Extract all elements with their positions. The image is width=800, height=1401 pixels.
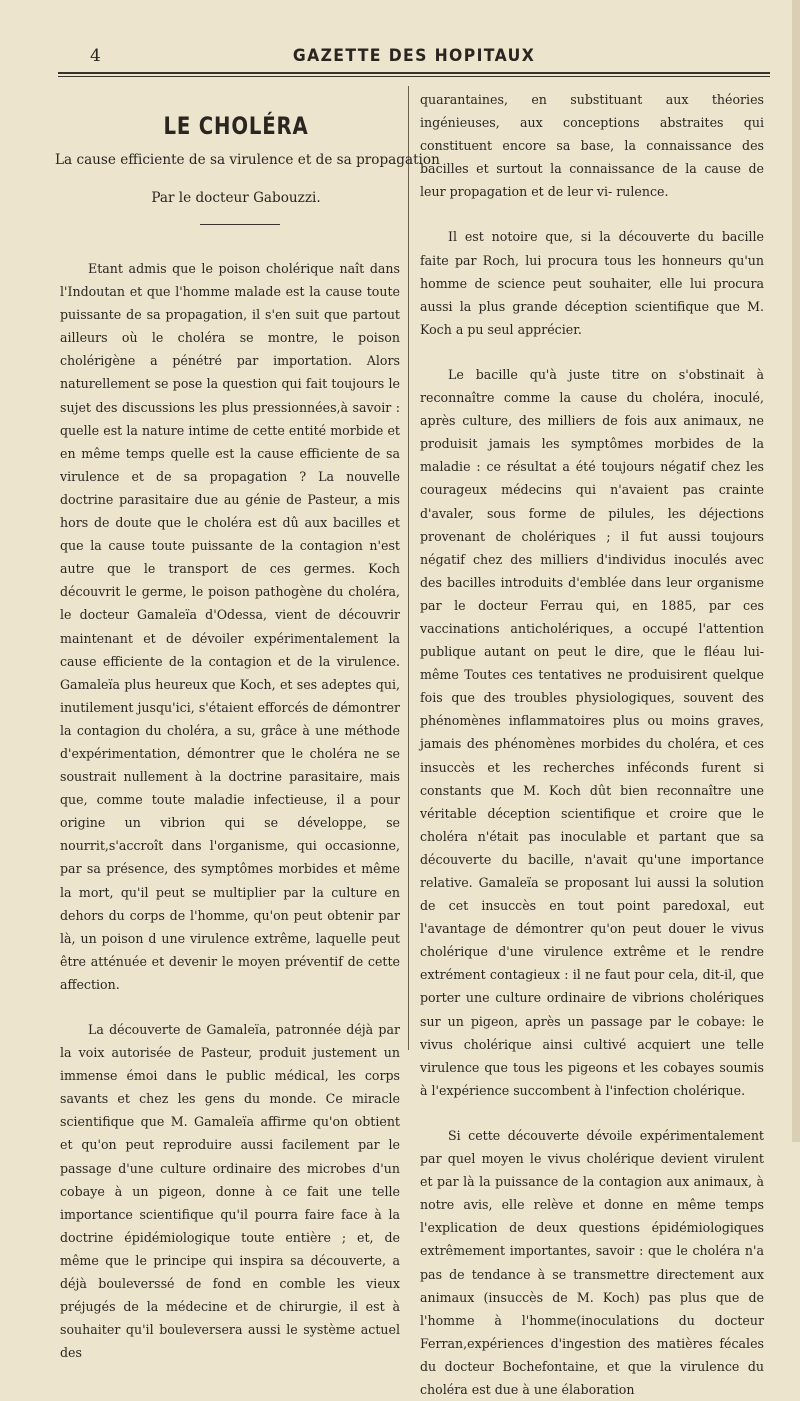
- paragraph: Il est notoire que, si la découverte du bacille faite par Roch, lui procura tous les honneurs qu'un homme de science peut souhaiter, elle lui procura aussi la plus grande déception scientifique que M. Koch a pu seul apprécier.: [420, 229, 764, 337]
- paragraph: Le bacille qu'à juste titre on s'obstinait à reconnaître comme la cause du choléra, inoculé, après culture, des milliers de fois aux animaux, ne produisit jamais les symptômes morbides de la maladie : ce résultat a été toujours négatif chez les courageux médecins qui n'avaient pas crainte d'avaler, sous forme de pilules, les déjections provenant de cholériques ; il fut aussi toujours négatif chez des milliers d'individus inoculés avec des bacilles introduits d'emblée dans leur organisme par le docteur Ferrau qui, en 1885, par ces vaccinations anticholériques, a occupé l'attention publique autant on peut le dire, que le fléau lui-même Toutes ces tentatives ne produisirent quelque fois que des troubles physiologiques, souvent des phénomènes inflammatoires plus ou moins graves, jamais des phénomènes morbides du choléra, et ces insuccès et les recherches inféconds furent si constants que M. Koch dût bien reconnaître une véritable déception scientifique et croire que le choléra n'était pas inoculable et partant que sa découverte du bacille, n'avait qu'une importance relative. Gamaleïa se proposant lui aussi la solution de cet insuccès en tout point paredoxal, eut l'avantage de démontrer qu'on peut douer le vivus cholérique d'une virulence extrême et le rendre extrément contagieux : il ne faut pour cela, dit-il, que porter une culture ordinaire de vibrions cholériques sur un pigeon, après un passage par le cobaye: le vivus cholérique ainsi cultivé acquiert une telle virulence que tous les pigeons et les cobayes soumis à l'expérience succombent à l'infection cholérique.: [420, 366, 764, 1098]
- page-number: 4: [90, 46, 102, 66]
- left-column: [60, 257, 400, 1364]
- header-rule-thin: [58, 76, 770, 77]
- page-edge: [792, 0, 800, 1142]
- right-column: [420, 88, 764, 1401]
- article-title: LE CHOLÉRA: [163, 112, 309, 140]
- column-divider: [408, 86, 409, 1050]
- page-header: [58, 44, 770, 74]
- header-rule-thick: [58, 72, 770, 74]
- title-separator: [200, 224, 280, 225]
- paragraph: Etant admis que le poison cholérique naît dans l'Indoutan et que l'homme malade est la cause toute puissante de sa propagation, il s'en suit que partout ailleurs où le choléra se montre, le poison cholérigène a pénétré par importation. Alors naturellement se pose la question qui fait toujours le sujet des discussions les plus pressionnées,à savoir : quelle est la nature intime de cette entité morbide et en même temps quelle est la cause efficiente de sa virulence et de sa propagation ? La nouvelle doctrine parasitaire due au génie de Pasteur, a mis hors de doute que le choléra est dû aux bacilles et que la cause toute puissante de la contagion n'est autre que le transport de ces germes. Koch découvrit le germe, le poison pathogène du choléra, le docteur Gamaleïa d'Odessa, vient de découvrir maintenant et de dévoiler expérimentalement la cause efficiente de la contagion et de la virulence. Gamaleïa plus heureux que Koch, et ses adeptes qui, inutilement jusqu'ici, s'étaient efforcés de démontrer la contagion du choléra, a su, grâce à une méthode d'expérimentation, démontrer que le choléra ne se soustrait nullement à la doctrine parasitaire, mais que, comme toute maladie infectieuse, il a pour origine un vibrion qui se développe, se nourrit,s'accroît dans l'organisme, qui occasionne, par sa présence, des symptômes morbides et même la mort, qu'il peut se multiplier par la culture en dehors du corps de l'homme, qu'on peut obtenir par là, un poison d une virulence extrême, laquelle peut être atténuée et devenir le moyen préventif de cette affection.: [60, 261, 400, 992]
- article-byline: Par le docteur Gabouzzi.: [151, 190, 321, 206]
- paragraph: La découverte de Gamaleïa, patronnée déjà par la voix autorisée de Pasteur, produit justement un immense émoi dans le public médical, les corps savants et chez les gens du monde. Ce miracle scientifique que M. Gamaleïa affirme qu'on obtient et qu'on peut reproduire aussi facilement par le passage d'une culture ordinaire des microbes d'un cobaye à un pigeon, donne à ce fait une telle importance scientifique qu'il pourra faire face à la doctrine épidémiologique toute entière ; et, de même que le principe qui inspira sa découverte, a déjà bouleverssé de fond en comble les vieux préjugés de la médecine et de chirurgie, il est à souhaiter qu'il bouleversera aussi le système actuel des: [60, 1022, 400, 1361]
- paragraph: Si cette découverte dévoile expérimentalement par quel moyen le vivus cholérique devient virulent et par là la puissance de la contagion aux animaux, à notre avis, elle relève et donne en même temps l'explication de deux questions épidémiologiques extrêmement importantes, savoir : que le choléra n'a pas de tendance à se transmettre directement aux animaux (insuccès de M. Koch) pas plus que de l'homme à l'homme(inoculations du docteur Ferran,expériences d'ingestion des matières fécales du docteur Bochefontaine, et que la virulence du choléra est due à une élaboration: [420, 1127, 764, 1397]
- running-title: GAZETTE DES HOPITAUX: [292, 46, 536, 66]
- article-subtitle: La cause efficiente de sa virulence et de sa propagation: [55, 152, 440, 168]
- paragraph: quarantaines, en substituant aux théories ingénieuses, aux conceptions abstraites qui constituent encore sa base, la connaissance des bacilles et surtout la connaissance de la cause de leur propagation et de leur vi- rulence.: [420, 92, 764, 200]
